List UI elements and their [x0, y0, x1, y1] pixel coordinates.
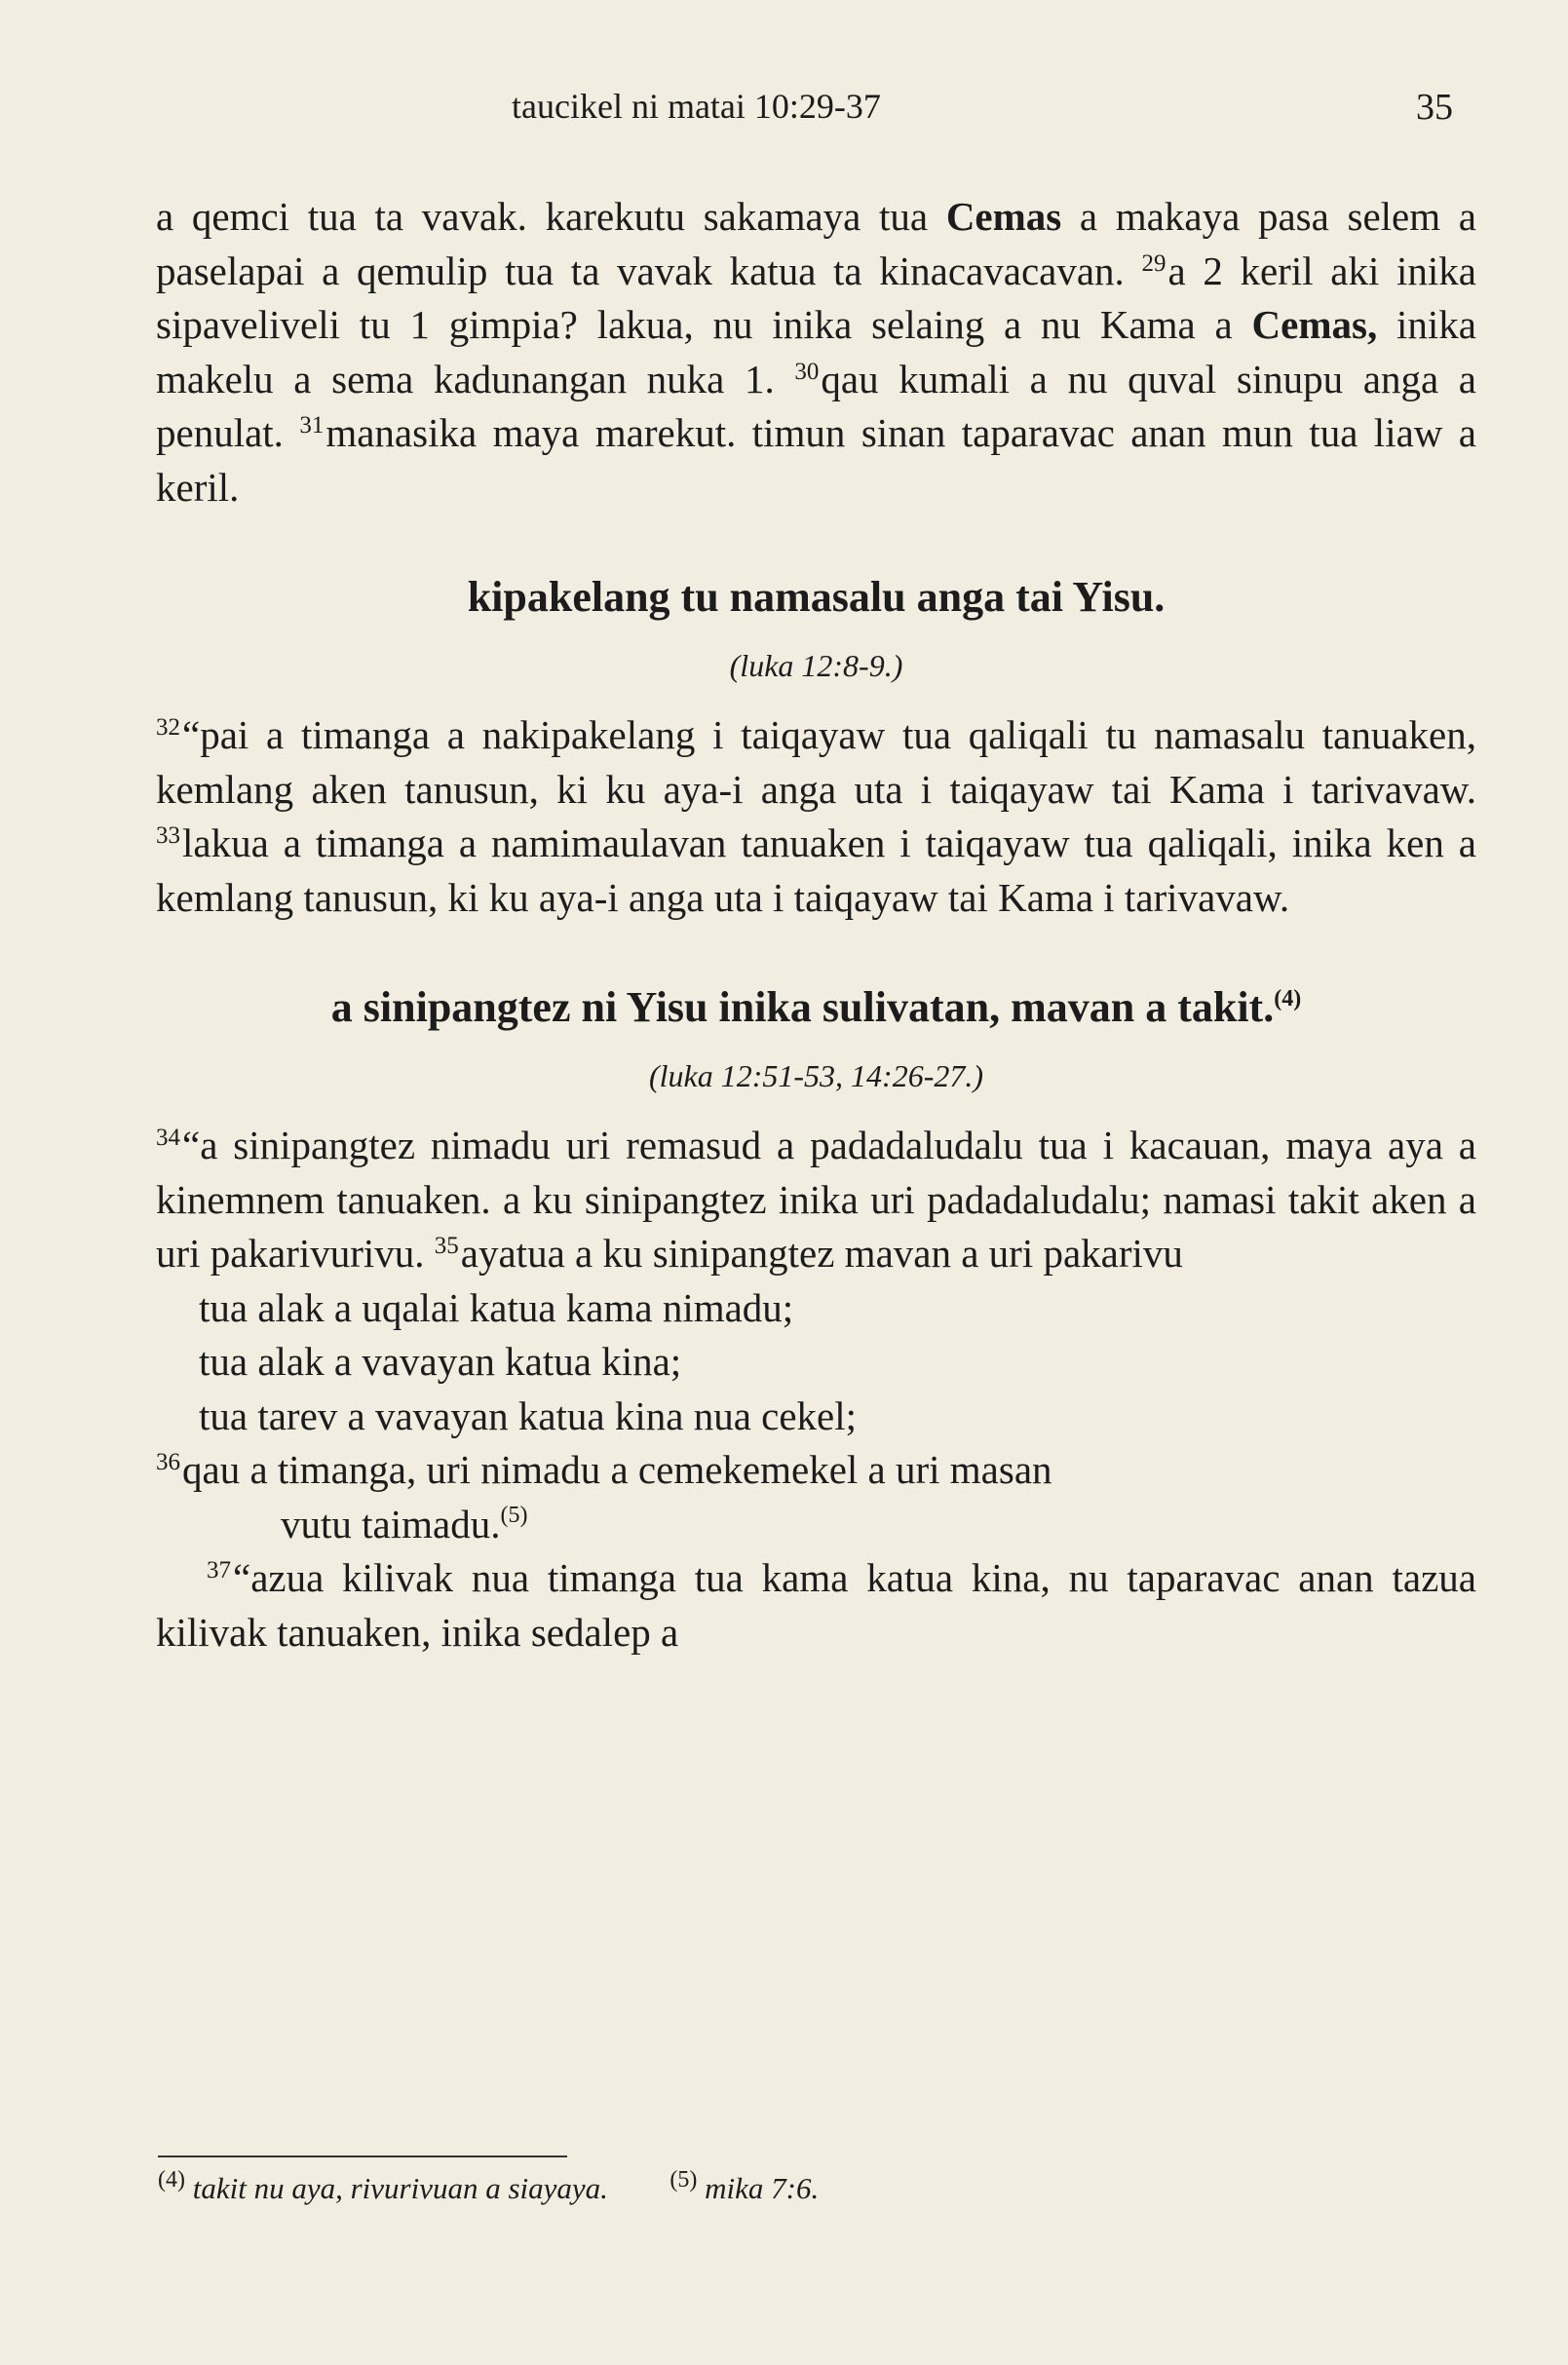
poetry-line: tua alak a uqalai katua kama nimadu;: [199, 1284, 794, 1330]
text-run: vutu taimadu.: [281, 1501, 501, 1546]
poetry-line: tua alak a vavayan katua kina;: [199, 1339, 682, 1384]
name-cemas: Cemas,: [1251, 302, 1378, 347]
section-heading: kipakelang tu namasalu anga tai Yisu.: [467, 573, 1166, 621]
paragraph-37: [156, 1551, 1476, 1659]
verse-number: 37: [207, 1557, 231, 1583]
footnote-divider: [158, 2155, 567, 2157]
text-run: ayatua a ku sinipangtez mavan a uri pakarivu: [460, 1231, 1183, 1276]
text-run: manasika maya marekut. timun sinan taparavac anan mun tua liaw a keril.: [156, 410, 1476, 510]
text-run: qau a timanga, uri nimadu a cemekemekel a uri masan: [182, 1447, 1052, 1492]
footnote-marker: (5): [500, 1502, 528, 1528]
text-run: “azua kilivak nua timanga tua kama katua kina, nu taparavac anan tazua kilivak tanuaken, inika sedalep a: [156, 1555, 1476, 1655]
verse-number: 30: [794, 358, 820, 385]
footnote-number: (4): [158, 2167, 185, 2193]
text-run: inika makelu a sema kadunangan nuka 1.: [156, 302, 1477, 401]
verse-number: 29: [1141, 249, 1166, 277]
section-reference: (luka 12:51-53, 14:26-27.): [648, 1058, 984, 1093]
opening-paragraph: [156, 190, 1476, 515]
text-run: “a sinipangtez nimadu uri remasud a padadaludalu tua i kacauan, maya aya a kinemnem tanuaken. a ku sinipangtez inika uri padadaludalu; namasi takit aken a uri pakarivurivu.: [156, 1123, 1476, 1276]
verse-number: 31: [299, 412, 325, 439]
paragraph-32-33: [156, 708, 1476, 925]
paragraph-34-35: [156, 1119, 1476, 1281]
verse-number: 32: [156, 714, 180, 741]
poetry-line: tua tarev a vavayan katua kina nua cekel;: [199, 1392, 858, 1438]
text-run: lakua a timanga a namimaulavan tanuaken i taiqayaw tua qaliqali, inika ken a kemlang tanusun, ki ku aya-i anga uta i taiqayaw tai Kama i tarivavaw.: [156, 820, 1476, 920]
page-number: 35: [1416, 87, 1453, 128]
running-head: [0, 86, 1568, 144]
poetry-line: [156, 1498, 1476, 1552]
verse-number: 36: [156, 1449, 180, 1475]
footnote-text: takit nu aya, rivurivuan a siayaya.: [192, 2171, 608, 2205]
text-run: a 2 keril aki inika sipaveliveli tu 1 gimpia? lakua, nu inika selaing a nu Kama a: [156, 248, 1476, 347]
verse-number: 33: [156, 822, 180, 849]
poetry-line: [156, 1443, 1476, 1498]
footnotes: [158, 2167, 1425, 2206]
heading-text: a sinipangtez ni Yisu inika sulivatan, mavan a takit.: [330, 983, 1275, 1031]
text-run: “pai a timanga a nakipakelang i taiqayaw tua qaliqali tu namasalu tanuaken, kemlang aken tanusun, ki ku aya-i anga uta i taiqayaw tai Kama i tarivavaw.: [156, 712, 1476, 812]
section-reference: (luka 12:8-9.): [729, 648, 903, 683]
name-cemas: Cemas: [945, 194, 1062, 239]
text-block: [156, 190, 1476, 1659]
footnote-marker: (4): [1274, 986, 1302, 1011]
text-run: qau kumali a nu quval sinupu anga a penulat.: [156, 356, 1476, 455]
footnote-number: (5): [669, 2167, 698, 2193]
verse-number: 35: [434, 1233, 459, 1259]
text-run: a qemci tua ta vavak. karekutu sakamaya tua: [156, 194, 946, 239]
section-heading: [156, 978, 1476, 1037]
text-run: a makaya pasa selem a paselapai a qemulip tua ta vavak katua ta kinacavacavan.: [156, 194, 1476, 293]
verse-number: 34: [156, 1125, 180, 1151]
footnote-text: mika 7:6.: [705, 2171, 820, 2205]
running-title: taucikel ni matai 10:29-37: [512, 87, 881, 126]
